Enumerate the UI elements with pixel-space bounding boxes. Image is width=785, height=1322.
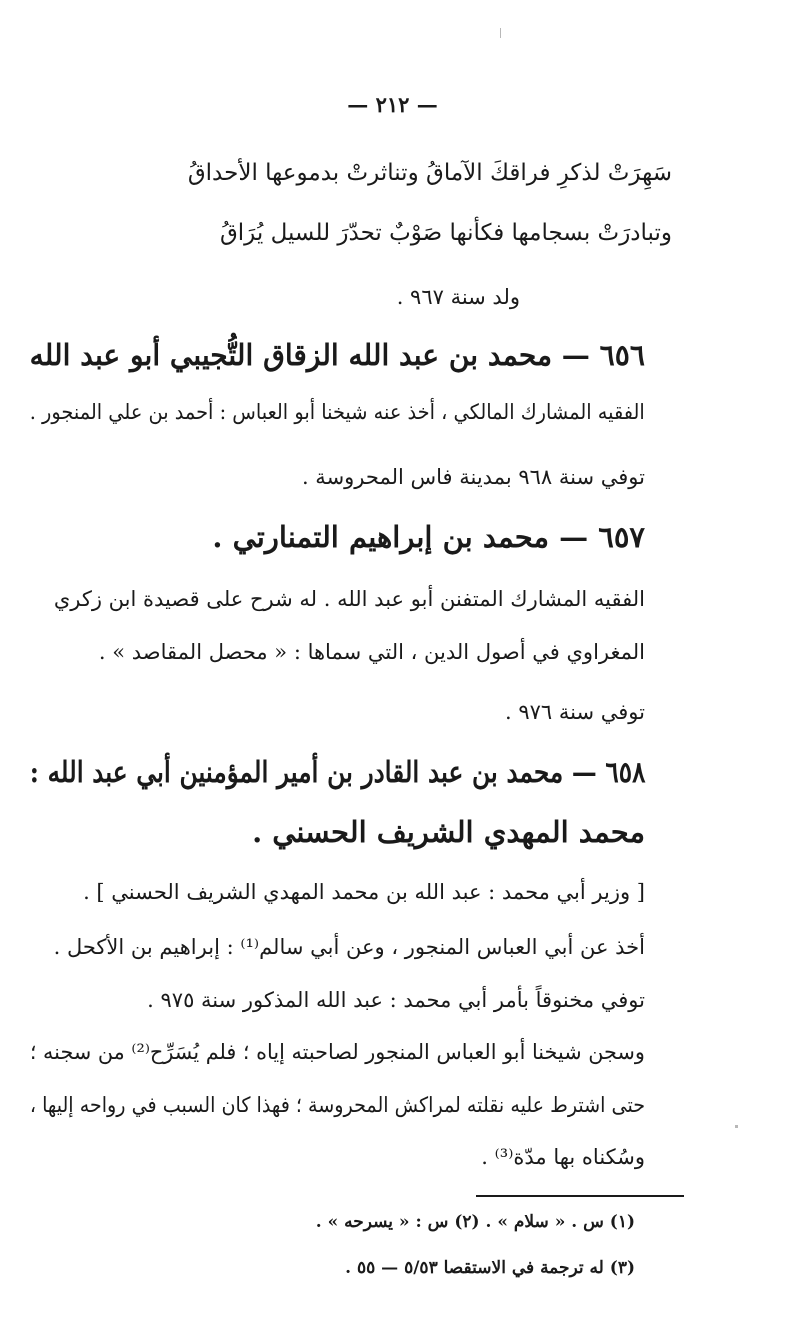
entry-658-text: وسُكناه بها مدّة⁽³⁾ . — [481, 1145, 645, 1169]
footnote-divider — [476, 1195, 684, 1197]
entry-heading-656: ٦٥٦ — محمد بن عبد الله الزقاق التُّجيبي أبو عبد الله — [29, 338, 645, 372]
scan-speck — [500, 28, 501, 38]
entry-657-death: توفي سنة ٩٧٦ . — [505, 700, 645, 724]
entry-658-text: أخذ عن أبي العباس المنجور ، وعن أبي سالم⁽¹⁾ : إبراهيم بن الأكحل . — [53, 935, 645, 959]
scan-speck — [735, 1125, 738, 1128]
footnote-line: (١) س . « سلام » . (٢) س : « يسرحه » . — [315, 1212, 635, 1232]
entry-657-text: المغراوي في أصول الدين ، التي سماها : « محصل المقاصد » . — [98, 640, 645, 664]
entry-658-text: حتى اشترط عليه نقلته لمراكش المحروسة ؛ فهذا كان السبب في رواحه إليها ، — [29, 1093, 645, 1117]
entry-658-bracket-note: [ وزير أبي محمد : عبد الله بن محمد المهدي الشريف الحسني ] . — [83, 880, 645, 904]
entry-658-text: وسجن شيخنا أبو العباس المنجور لصاحبته إياه ؛ فلم يُسَرِّح⁽²⁾ من سجنه ؛ — [29, 1040, 645, 1064]
footnote-line: (٣) له ترجمة في الاستقصا ٥/٥٣ — ٥٥ . — [345, 1258, 635, 1278]
entry-heading-658-cont: محمد المهدي الشريف الحسني . — [252, 815, 645, 849]
birth-year-line: ولد سنة ٩٦٧ . — [396, 285, 520, 309]
entry-656-text: الفقيه المشارك المالكي ، أخذ عنه شيخنا أبو العباس : أحمد بن علي المنجور . — [29, 400, 645, 424]
verse-line: سَهِرَتْ لذكرِ فراقكَ الآماقُ وتناثرتْ بدموعها الأحداقُ — [187, 160, 672, 186]
entry-657-text: الفقيه المشارك المتفنن أبو عبد الله . له شرح على قصيدة ابن زكري — [53, 587, 645, 611]
entry-heading-657: ٦٥٧ — محمد بن إبراهيم التمنارتي . — [212, 520, 645, 554]
verse-line: وتبادرَتْ بسجامها فكأنها صَوْبٌ تحدّرَ للسيل يُرَاقُ — [219, 220, 672, 246]
entry-656-death: توفي سنة ٩٦٨ بمدينة فاس المحروسة . — [301, 465, 645, 489]
page-number: — ٢١٢ — — [347, 92, 438, 117]
entry-heading-658: ٦٥٨ — محمد بن عبد القادر بن أمير المؤمنين أبي عبد الله : — [29, 755, 645, 789]
entry-658-death: توفي مخنوقاً بأمر أبي محمد : عبد الله المذكور سنة ٩٧٥ . — [147, 988, 645, 1012]
